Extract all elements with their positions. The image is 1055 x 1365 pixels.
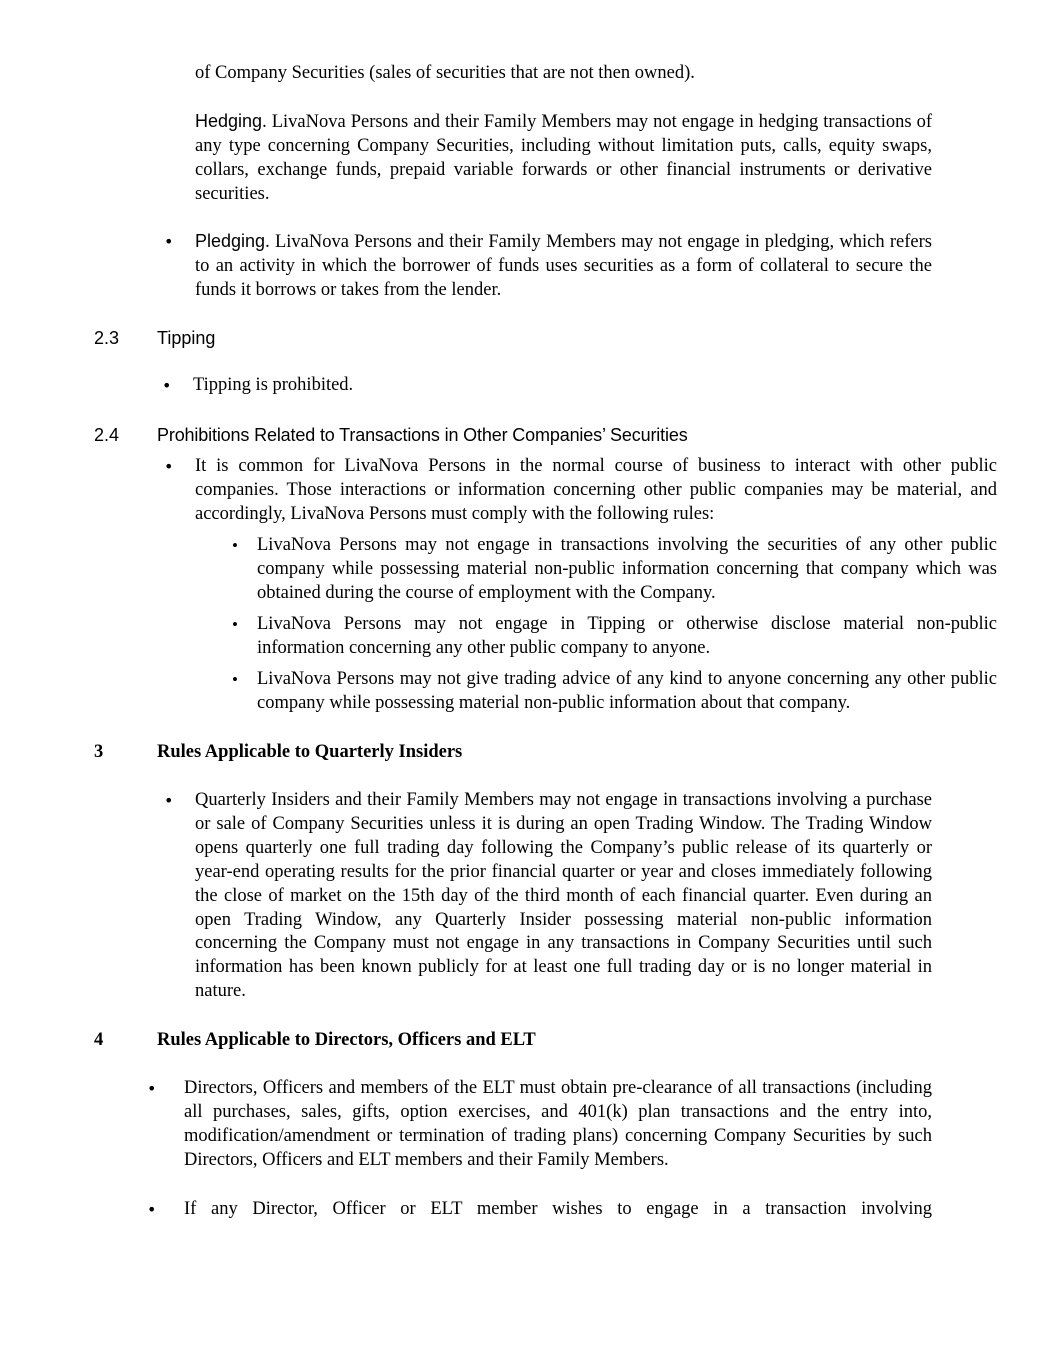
section-2-4-intro: It is common for LivaNova Persons in the normal course of business to interact with other public companies. Those interactions or information concerning other public companies may be material, and accordingly, LivaNova Persons must comply with the following rules: xyxy=(195,456,997,524)
pledging-paragraph xyxy=(195,230,932,303)
section-2-4-number: 2.4 xyxy=(94,425,120,445)
section-2-3-number: 2.3 xyxy=(94,328,120,348)
sub-bullet-icon: • xyxy=(232,670,238,689)
sub-bullet-icon: • xyxy=(232,536,238,555)
bullet-icon: • xyxy=(164,791,174,810)
hedging-text: . LivaNova Persons and their Family Members may not engage in hedging transactions of any type concerning Company Securities, including without limitation puts, calls, equity swaps, collars, exchange funds, prepaid variable forwards or other financial instruments or derivative securities. xyxy=(195,112,932,204)
hedging-paragraph xyxy=(195,110,932,207)
section-2-4-title: Prohibitions Related to Transactions in Other Companies’ Securities xyxy=(157,425,688,445)
hedging-label: Hedging xyxy=(195,111,263,131)
bullet-icon: • xyxy=(162,376,172,395)
section-4-title: Rules Applicable to Directors, Officers and ELT xyxy=(157,1030,536,1050)
bullet-icon: • xyxy=(164,232,174,251)
bullet-icon: • xyxy=(147,1079,157,1098)
bullet-icon: • xyxy=(147,1200,157,1219)
section-3-bullet-text: Quarterly Insiders and their Family Members may not engage in transactions involving a purchase or sale of Company Securities unless it is during an open Trading Window. The Trading Window opens quarterly one full trading day following the Company’s public release of its quarterly or year-end operating results for the prior financial quarter or year and closes immediately following the close of market on the 15th day of the third month of each financial quarter. Even during an open Trading Window, any Quarterly Insider possessing material non-public information concerning the Company must not engage in any transactions in Company Securities until such information has been known publicly for at least one full trading day or is no longer material in nature. xyxy=(195,790,932,1002)
bullet-icon: • xyxy=(164,457,174,476)
continuation-text: of Company Securities (sales of securities that are not then owned). xyxy=(195,63,695,83)
pledging-label: Pledging xyxy=(195,231,266,251)
pledging-text: . LivaNova Persons and their Family Members may not engage in pledging, which refers to an activity in which the borrower of funds uses securities as a form of collateral to secure the funds it borrows or takes from the lender. xyxy=(195,232,932,300)
section-4-number: 4 xyxy=(94,1030,104,1050)
section-3-number: 3 xyxy=(94,742,104,762)
section-2-4-rule-2: LivaNova Persons may not engage in Tipping or otherwise disclose material non-public information concerning any other public company to anyone. xyxy=(257,614,997,658)
section-2-4-rule-3: LivaNova Persons may not give trading advice of any kind to anyone concerning any other public company while possessing material non-public information about that company. xyxy=(257,669,997,713)
section-4-bullet-1: Directors, Officers and members of the ELT must obtain pre-clearance of all transactions (including all purchases, sales, gifts, option exercises, and 401(k) plan transactions and the entry into, modification/amendment or termination of trading plans) concerning Company Securities by such Directors, Officers and ELT members and their Family Members. xyxy=(184,1078,932,1170)
section-4-bullet-2: If any Director, Officer or ELT member wishes to engage in a transaction involving xyxy=(184,1199,932,1219)
section-2-4-rule-1: LivaNova Persons may not engage in transactions involving the securities of any other public company while possessing material non-public information concerning that company which was obtained during the course of employment with the Company. xyxy=(257,535,997,603)
section-3-title: Rules Applicable to Quarterly Insiders xyxy=(157,742,463,762)
section-2-3-title: Tipping xyxy=(157,328,216,348)
tipping-bullet-text: Tipping is prohibited. xyxy=(193,375,354,395)
sub-bullet-icon: • xyxy=(232,615,238,634)
